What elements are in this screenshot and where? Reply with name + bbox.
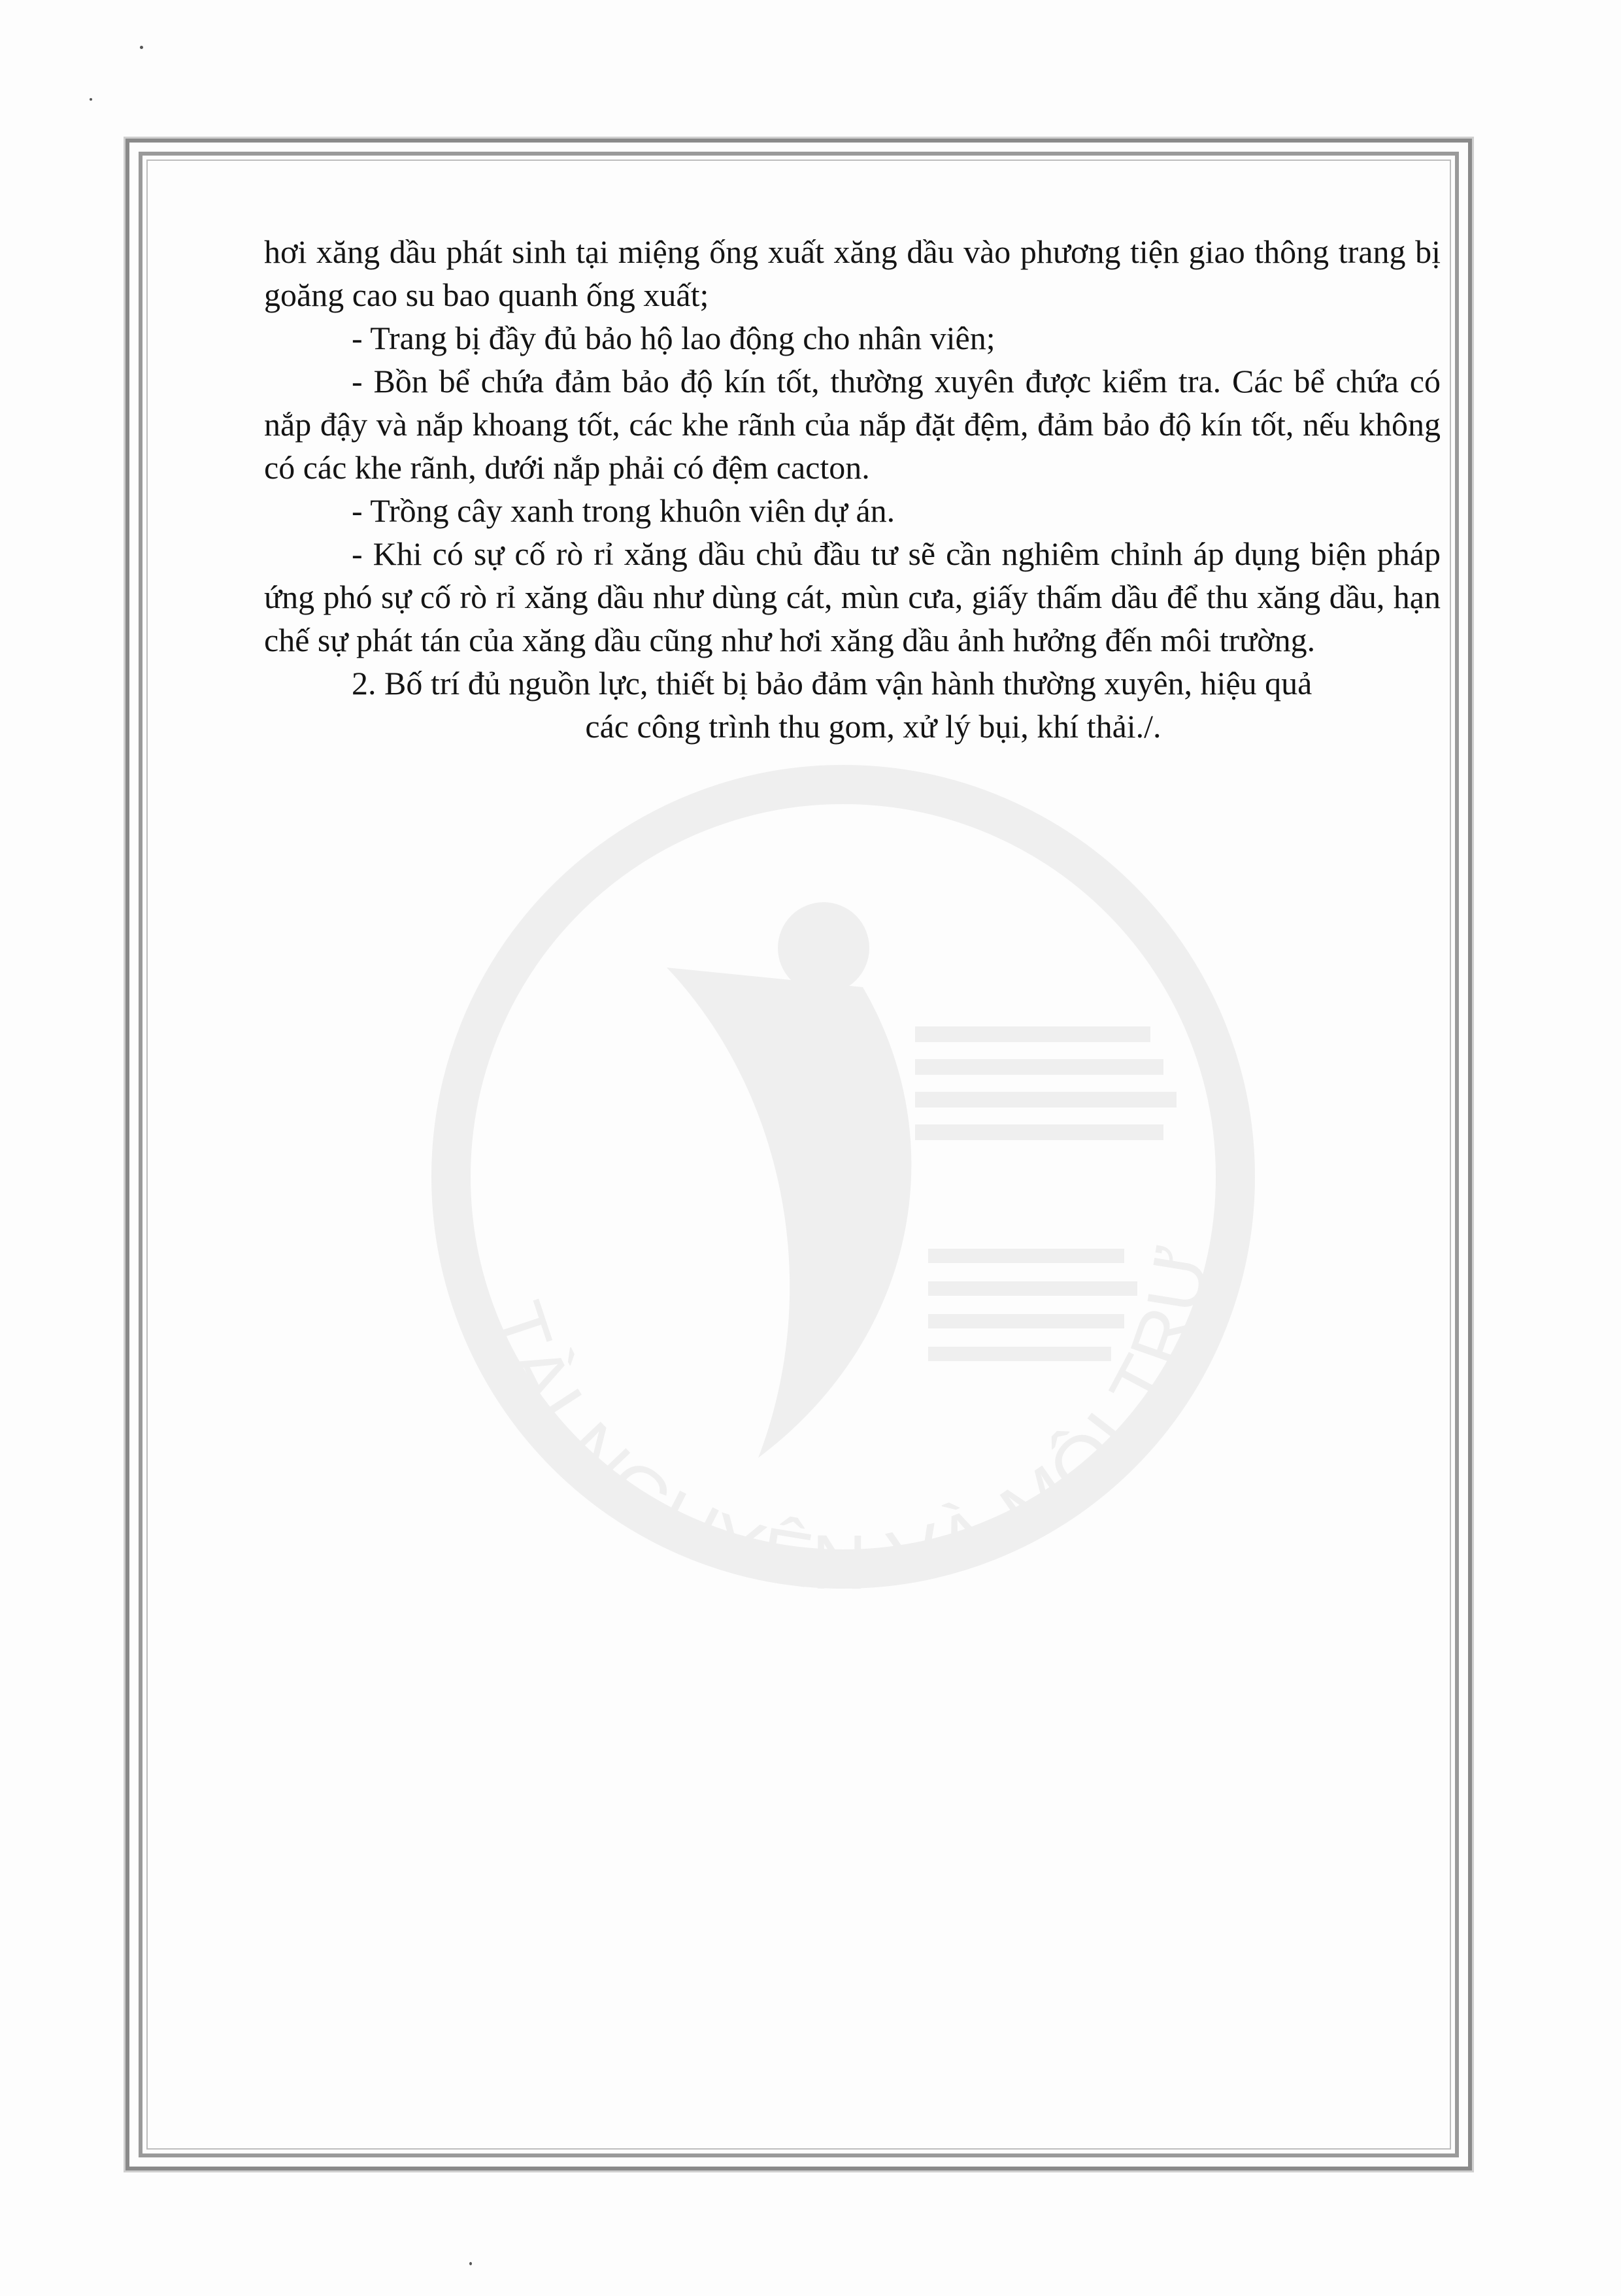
closing-item-2-continuation: các công trình thu gom, xử lý bụi, khí thải./.: [585, 708, 1161, 745]
bullet-leak-response: - Khi có sự cố rò rỉ xăng dầu chủ đầu tư sẽ cần nghiêm chỉnh áp dụng biện pháp ứng phó sự cố rò rỉ xăng dầu như dùng cát, mùn cưa, giấy thấm dầu để thu xăng dầu, hạn chế sự phát tán của xăng dầu cũng như hơi xăng dầu ảnh hưởng đến môi trường.: [264, 535, 1441, 658]
bullet-protective-equipment: - Trang bị đầy đủ bảo hộ lao động cho nhân viên;: [352, 320, 995, 356]
paragraph-continuation: hơi xăng dầu phát sinh tại miệng ống xuất xăng dầu vào phương tiện giao thông trang bị goăng cao su bao quanh ống xuất;: [264, 233, 1441, 313]
closing-item-2: 2. Bố trí đủ nguồn lực, thiết bị bảo đảm vận hành thường xuyên, hiệu quả: [352, 665, 1312, 701]
bullet-tank-sealing: - Bồn bể chứa đảm bảo độ kín tốt, thường xuyên được kiểm tra. Các bể chứa có nắp đậy và nắp khoang tốt, các khe rãnh của nắp đặt đệm, đảm bảo độ kín tốt, nếu không có các khe rãnh, dưới nắp phải có đệm cacton.: [264, 363, 1441, 486]
watermark-text: TÀI NGUYÊN VÀ MÔI TRƯ: [471, 1235, 1228, 1602]
bullet-green-trees: - Trồng cây xanh trong khuôn viên dự án.: [352, 492, 895, 529]
body-text: [264, 230, 1441, 748]
